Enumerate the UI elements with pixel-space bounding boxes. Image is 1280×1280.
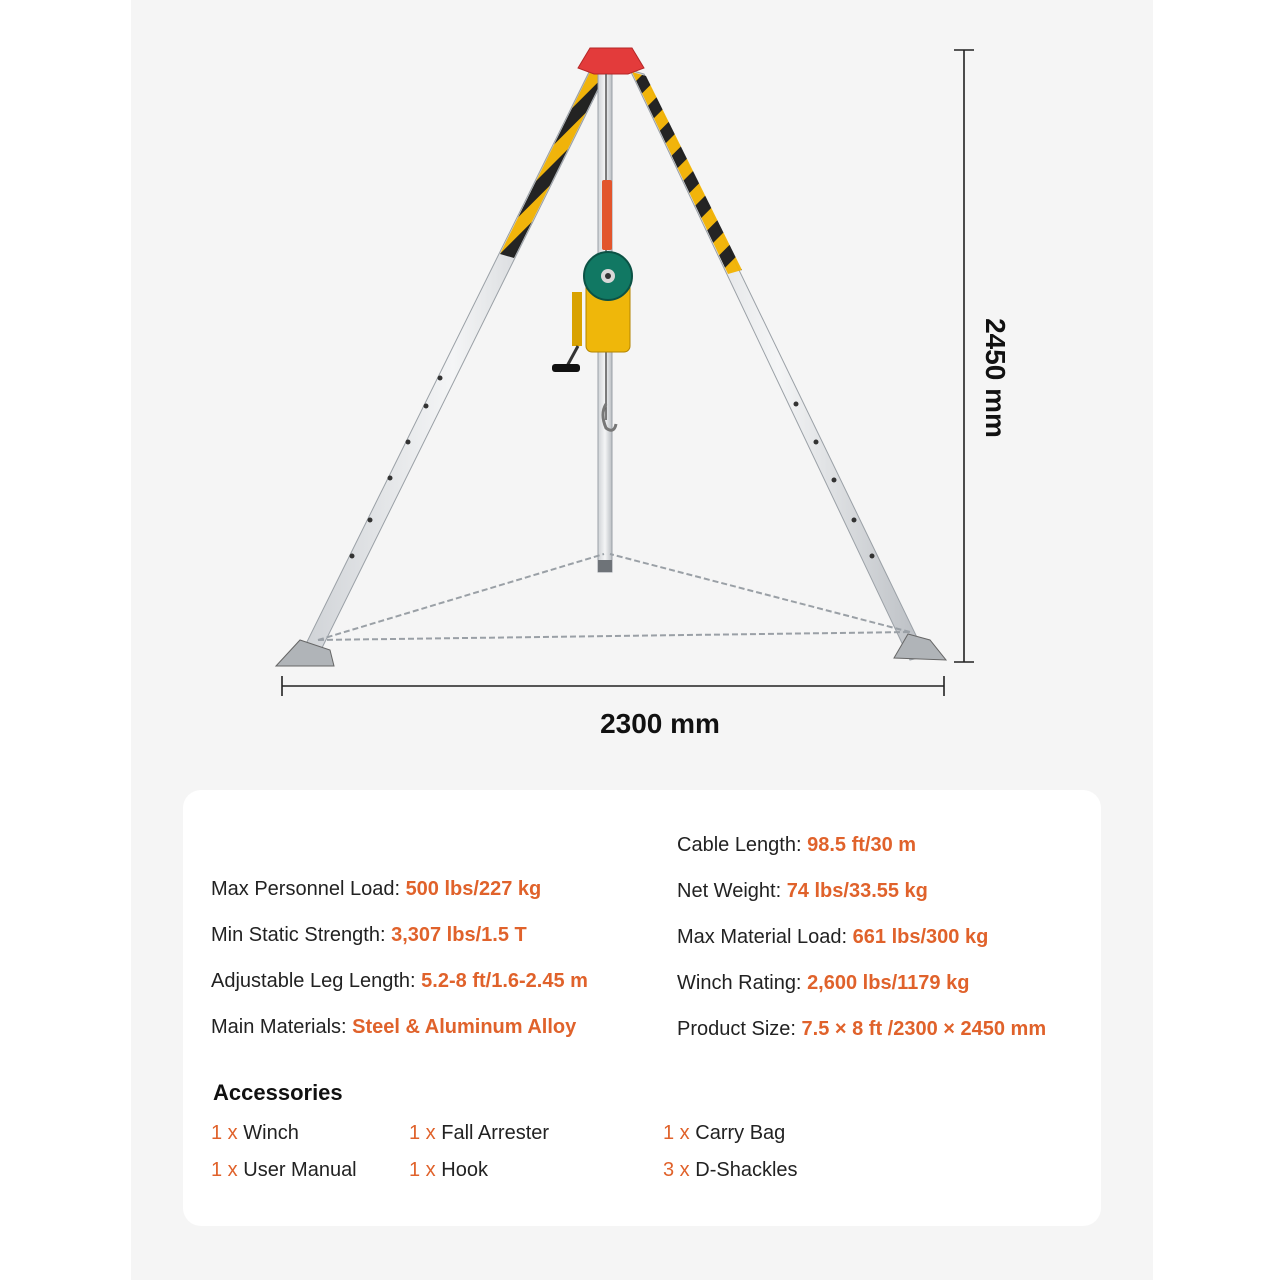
accessory-item <box>663 1159 798 1182</box>
spec-value: 3,307 lbs/1.5 T <box>391 924 527 946</box>
base-chain <box>318 554 910 640</box>
height-dimension-line <box>954 50 974 662</box>
spec-cable-length <box>677 834 916 857</box>
spec-label: Max Material Load: <box>677 926 853 948</box>
spec-winch-rating <box>677 972 969 995</box>
spec-label: Winch Rating: <box>677 972 808 994</box>
accessory-item <box>663 1122 785 1145</box>
spec-label: Min Static Strength: <box>211 924 392 946</box>
accessory-name: Carry Bag <box>695 1122 786 1144</box>
accessory-qty: 1 x <box>409 1159 442 1181</box>
spec-min-static-strength <box>211 924 527 947</box>
accessory-qty: 1 x <box>409 1122 442 1144</box>
spec-label: Product Size: <box>677 1018 802 1040</box>
accessory-name: Hook <box>441 1159 488 1181</box>
width-dimension-label: 2300 mm <box>600 708 720 739</box>
left-foot <box>276 640 334 666</box>
accessory-name: Winch <box>243 1122 299 1144</box>
accessory-name: User Manual <box>243 1159 357 1181</box>
spec-label: Adjustable Leg Length: <box>211 970 422 992</box>
spec-max-personnel-load <box>211 878 541 901</box>
spec-product-size <box>677 1018 1046 1041</box>
spec-value: 74 lbs/33.55 kg <box>786 880 928 902</box>
spec-value: 7.5 × 8 ft /2300 × 2450 mm <box>801 1018 1047 1040</box>
spec-value: 661 lbs/300 kg <box>852 926 989 948</box>
accessory-qty: 1 x <box>663 1122 696 1144</box>
spec-value: 2,600 lbs/1179 kg <box>807 972 970 994</box>
width-dimension-line <box>282 676 944 696</box>
tripod-head <box>578 48 644 74</box>
spec-card <box>183 790 1101 1226</box>
accessory-name: Fall Arrester <box>441 1122 550 1144</box>
spec-value: Steel & Aluminum Alloy <box>352 1016 577 1038</box>
spec-net-weight <box>677 880 928 903</box>
spec-adjustable-leg-length <box>211 970 588 993</box>
spec-label: Main Materials: <box>211 1016 353 1038</box>
height-dimension-label: 2450 mm <box>980 318 1011 438</box>
accessory-qty: 1 x <box>211 1159 244 1181</box>
accessory-item <box>211 1122 299 1145</box>
spec-label: Max Personnel Load: <box>211 878 406 900</box>
accessory-item <box>211 1159 357 1182</box>
spec-value: 98.5 ft/30 m <box>807 834 917 856</box>
accessory-item <box>409 1122 549 1145</box>
spec-max-material-load <box>677 926 988 949</box>
spec-value: 5.2-8 ft/1.6-2.45 m <box>421 970 588 992</box>
spec-label: Cable Length: <box>677 834 808 856</box>
accessory-qty: 1 x <box>211 1122 244 1144</box>
spec-label: Net Weight: <box>677 880 787 902</box>
accessory-name: D-Shackles <box>695 1159 798 1181</box>
fall-arrester <box>584 252 632 300</box>
accessory-item <box>409 1159 488 1182</box>
spec-main-materials <box>211 1016 576 1039</box>
spec-value: 500 lbs/227 kg <box>405 878 542 900</box>
accessory-qty: 3 x <box>663 1159 696 1181</box>
accessories-title: Accessories <box>213 1080 343 1105</box>
